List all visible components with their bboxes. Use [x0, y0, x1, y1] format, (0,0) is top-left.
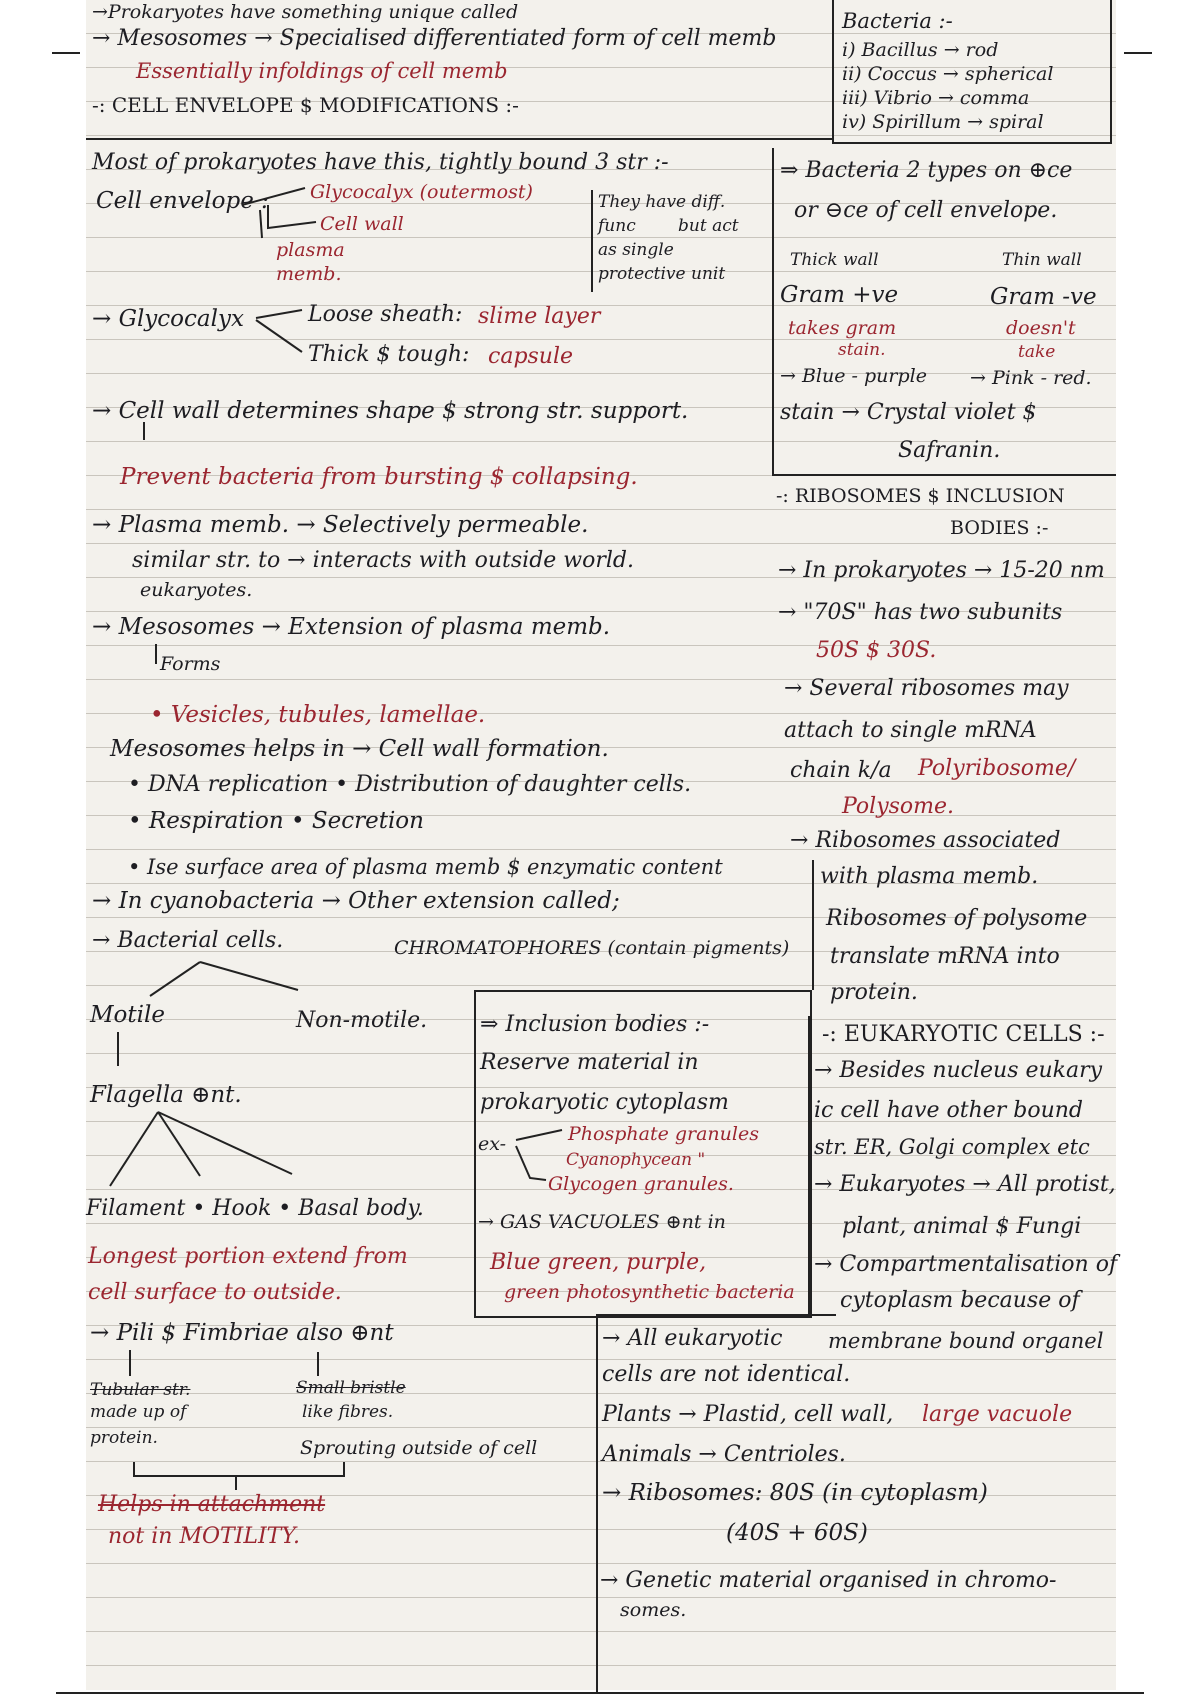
flagella-parts: Filament • Hook • Basal body.	[86, 1196, 424, 1221]
mesosome-helps: Mesosomes helps in → Cell wall formation.	[110, 736, 609, 762]
euk-genetic-1: → Genetic material organised in chromo-	[600, 1568, 1057, 1593]
ribo-line-5: attach to single mRNA	[784, 718, 1037, 743]
envelope-note-3: as single	[598, 240, 674, 260]
ribo-line-10: Ribosomes of polysome	[826, 906, 1088, 931]
arrow-glyco-thick	[256, 320, 302, 352]
ribo-line-9: with plasma memb.	[820, 864, 1039, 889]
arrow-glyco-loose	[256, 310, 302, 318]
arrow-envelope-glyco	[242, 188, 305, 205]
top-line-1: →Prokaryotes have something unique called	[92, 1, 519, 23]
inclusion-blue-green: Blue green, purple,	[490, 1250, 707, 1275]
bacteria-shape-title: Bacteria :-	[842, 9, 953, 33]
arrow-bacterial-motile	[150, 962, 200, 996]
arrow-envelope-wall	[268, 205, 316, 228]
shape-item-coccus: ii) Coccus → spherical	[842, 63, 1054, 85]
euk-plants: Plants → Plastid, cell wall,	[602, 1402, 894, 1427]
envelope-note-2: func	[598, 216, 636, 236]
ribo-line-7: Polysome.	[842, 794, 955, 819]
euk-line-6: → Compartmentalisation of	[814, 1252, 1118, 1277]
inclusion-gas-vacuoles: → GAS VACUOLES ⊕nt in	[478, 1211, 726, 1233]
envelope-part-glycocalyx: Glycocalyx (outermost)	[310, 181, 533, 203]
arrow-flagella-filament	[110, 1112, 158, 1186]
glycocalyx-loose: Loose sheath:	[308, 302, 463, 327]
gram-stain-2: Safranin.	[898, 438, 1001, 463]
envelope-note-2b: but act	[678, 216, 739, 236]
euk-all-cells-2: cells are not identical.	[602, 1362, 851, 1387]
ribosomes-heading-2: BODIES :-	[950, 517, 1049, 539]
euk-line-5: plant, animal $ Fungi	[842, 1214, 1082, 1239]
eukaryotic-heading: -: EUKARYOTIC CELLS :-	[822, 1022, 1105, 1047]
pili-tubular-3: protein.	[90, 1428, 158, 1448]
fimbriae-small-1: Small bristle	[296, 1378, 406, 1398]
envelope-note-1: They have diff.	[598, 192, 726, 212]
euk-line-3: str. ER, Golgi complex etc	[814, 1135, 1090, 1159]
inclusion-cyanophycean: Cyanophycean "	[566, 1150, 706, 1170]
ribo-line-11: translate mRNA into	[830, 944, 1060, 969]
gram-negative: Gram -ve	[990, 284, 1097, 310]
top-line-3: Essentially infoldings of cell memb	[136, 59, 508, 83]
nonmotile-label: Non-motile.	[296, 1008, 428, 1033]
glycocalyx-thick: Thick $ tough:	[308, 342, 470, 367]
mesosome-forms: Forms	[160, 653, 221, 675]
top-line-2: → Mesosomes → Specialised differentiated form of cell memb	[92, 26, 777, 51]
flagella-label: Flagella ⊕nt.	[90, 1082, 242, 1108]
chromatophores: CHROMATOPHORES (contain pigments)	[394, 937, 790, 959]
euk-animals: Animals → Centrioles.	[602, 1442, 846, 1467]
glycocalyx-line: → Glycocalyx	[92, 306, 244, 332]
inclusion-line-1: Reserve material in	[480, 1050, 699, 1075]
euk-genetic-2: somes.	[620, 1599, 687, 1621]
ribo-line-12: protein.	[830, 980, 918, 1005]
mesosome-line-1: → Mesosomes → Extension of plasma memb.	[92, 614, 611, 640]
gram-intro-2: or ⊖ce of cell envelope.	[794, 198, 1058, 223]
gram-doesnt-1: doesn't	[1006, 317, 1076, 339]
glycocalyx-capsule: capsule	[488, 344, 574, 369]
motile-label: Motile	[90, 1002, 165, 1028]
arrow-bacterial-nonmotile	[200, 962, 298, 990]
ribo-line-2: → "70S" has two subunits	[778, 600, 1063, 625]
inclusion-line-2: prokaryotic cytoplasm	[480, 1090, 729, 1115]
plasma-memb-line-3: eukaryotes.	[140, 579, 253, 601]
shape-item-spirillum: iv) Spirillum → spiral	[842, 111, 1044, 133]
shape-item-vibrio: iii) Vibrio → comma	[842, 87, 1030, 109]
pili-tubular-1: Tubular str.	[90, 1380, 191, 1400]
euk-line-8: membrane bound organel	[828, 1329, 1104, 1353]
inclusion-glycogen: Glycogen granules.	[548, 1173, 734, 1195]
euk-all-cells-1: → All eukaryotic	[602, 1326, 783, 1351]
plasma-memb-line-1: → Plasma memb. → Selectively permeable.	[92, 512, 589, 538]
gram-blue-purple: → Blue - purple	[780, 365, 927, 387]
ribo-line-8: → Ribosomes associated	[790, 828, 1061, 853]
bracket-pili-helps	[134, 1462, 344, 1490]
euk-ribosomes: → Ribosomes: 80S (in cytoplasm)	[602, 1480, 988, 1506]
fimbriae-small-2: like fibres.	[302, 1402, 394, 1422]
gram-doesnt-2: take	[1018, 342, 1056, 362]
inclusion-heading: ⇒ Inclusion bodies :-	[480, 1012, 710, 1037]
envelope-note-4: protective unit	[598, 264, 726, 284]
inclusion-phosphate: Phosphate granules	[568, 1123, 759, 1145]
envelope-part-plasma: plasma memb.	[276, 239, 345, 285]
ribosomes-heading-1: -: RIBOSOMES $ INCLUSION	[776, 485, 1065, 507]
ribo-line-3: 50S $ 30S.	[816, 638, 937, 663]
cyano-line: → In cyanobacteria → Other extension called;	[92, 888, 620, 914]
ribo-line-6: chain k/a	[790, 758, 892, 783]
gram-intro-1: ⇒ Bacteria 2 types on ⊕ce	[780, 158, 1073, 183]
ribo-line-4: → Several ribosomes may	[784, 676, 1069, 701]
section-heading-envelope: -: CELL ENVELOPE $ MODIFICATIONS :-	[92, 93, 519, 117]
mesosome-structures: • Vesicles, tubules, lamellae.	[150, 702, 486, 728]
envelope-part-cellwall: Cell wall	[320, 213, 404, 235]
euk-line-2: ic cell have other bound	[814, 1098, 1084, 1123]
cell-wall-line: → Cell wall determines shape $ strong str. support.	[92, 398, 689, 424]
gram-stain-1: stain → Crystal violet $	[780, 400, 1037, 425]
bacterial-cells: → Bacterial cells.	[92, 928, 284, 953]
gram-thick-wall: Thick wall	[790, 250, 879, 270]
plasma-memb-line-2: similar str. to → interacts with outside world.	[132, 548, 635, 573]
euk-line-4: → Eukaryotes → All protist,	[814, 1172, 1116, 1197]
mesosome-dna: • DNA replication • Distribution of daughter cells.	[128, 772, 692, 797]
arrow-ex-phosphate	[516, 1130, 562, 1140]
envelope-intro: Most of prokaryotes have this, tightly bound 3 str :-	[92, 150, 669, 175]
arrow-ex-glycogen	[516, 1146, 546, 1180]
cell-wall-purpose: Prevent bacteria from bursting $ collapsing.	[120, 464, 638, 490]
gram-takes-2: stain.	[838, 340, 886, 360]
gram-takes-1: takes gram	[788, 317, 897, 339]
flagella-longest-2: cell surface to outside.	[88, 1280, 342, 1305]
euk-ribosome-subunits: (40S + 60S)	[726, 1520, 868, 1546]
pili-fimbriae: → Pili $ Fimbriae also ⊕nt	[90, 1320, 394, 1346]
euk-line-1: → Besides nucleus eukary	[814, 1058, 1103, 1083]
fimbriae-small-3: Sprouting outside of cell	[300, 1437, 538, 1459]
pili-helps-1: Helps in attachment	[98, 1492, 326, 1517]
gram-thin-wall: Thin wall	[1002, 250, 1082, 270]
inclusion-ex: ex-	[478, 1133, 507, 1155]
pili-tubular-2: made up of	[90, 1402, 187, 1422]
ribo-line-1: → In prokaryotes → 15-20 nm	[778, 558, 1105, 583]
ribo-polyribosome: Polyribosome/	[918, 756, 1076, 781]
gram-pink-red: → Pink - red.	[970, 367, 1092, 389]
euk-plants-vacuole: large vacuole	[922, 1402, 1073, 1427]
envelope-label: Cell envelope :	[96, 188, 269, 214]
inclusion-photosynthetic: green photosynthetic bacteria	[504, 1281, 795, 1303]
shape-item-bacillus: i) Bacillus → rod	[842, 39, 999, 61]
arrow-envelope-plasma	[260, 210, 262, 238]
mesosome-respiration: • Respiration • Secretion	[128, 808, 424, 834]
euk-line-7: cytoplasm because of	[840, 1288, 1080, 1313]
mesosome-surface: • Ise surface area of plasma memb $ enzymatic content	[128, 855, 723, 879]
glycocalyx-slime: slime layer	[478, 304, 601, 329]
flagella-longest-1: Longest portion extend from	[88, 1244, 408, 1269]
gram-positive: Gram +ve	[780, 282, 899, 308]
pili-helps-2: not in MOTILITY.	[108, 1524, 301, 1549]
